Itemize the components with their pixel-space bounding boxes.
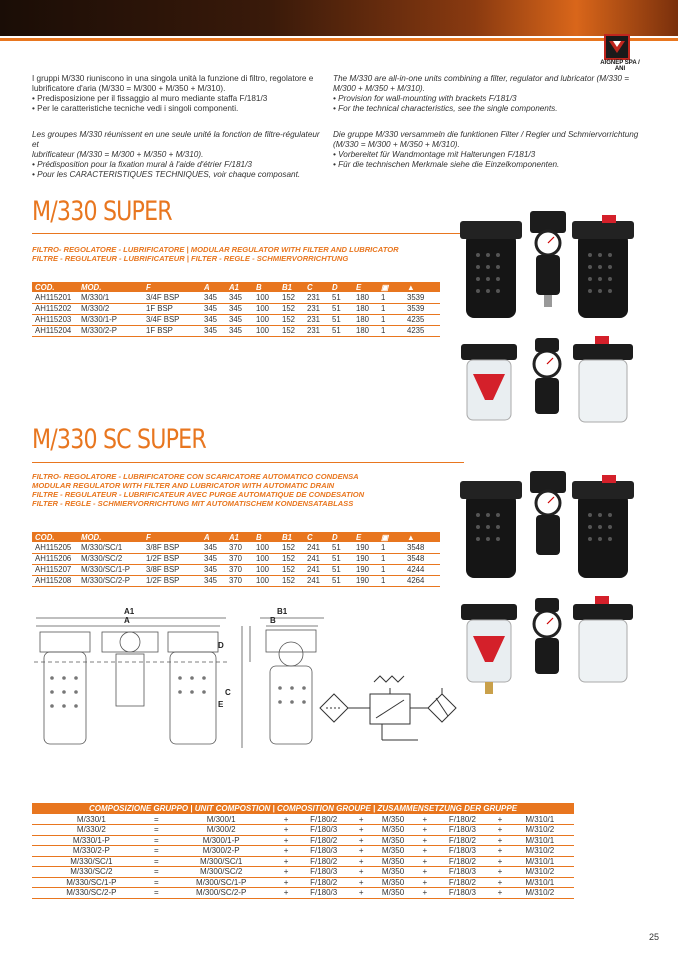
- col-header: F: [143, 532, 201, 542]
- table-cell: 345: [226, 325, 253, 336]
- intro-english: [333, 74, 645, 114]
- table-cell: 180: [353, 314, 378, 325]
- table-cell: +: [419, 888, 430, 899]
- product-photo-clear-bowls: [455, 330, 640, 430]
- intro-line: • Predisposizione per il fissaggio al muro mediante staffa F/181/3: [32, 94, 268, 103]
- table-cell: 1: [378, 542, 404, 553]
- table-cell: 152: [279, 292, 304, 303]
- table-cell: +: [495, 856, 506, 867]
- table-cell: F/180/3: [292, 825, 356, 836]
- intro-german: [333, 130, 645, 170]
- table-cell: +: [419, 835, 430, 846]
- composition-table: [32, 803, 574, 899]
- table-cell: 231: [304, 303, 329, 314]
- table-cell: 1: [378, 564, 404, 575]
- spec-table-sc-super: [32, 532, 440, 587]
- table-cell: 4235: [404, 325, 440, 336]
- table-cell: 1/2F BSP: [143, 575, 201, 586]
- table-row: [32, 835, 574, 846]
- table-row: [32, 553, 440, 564]
- table-cell: 3/8F BSP: [143, 564, 201, 575]
- section-subtitle: [32, 472, 364, 508]
- section-subtitle: [32, 245, 399, 263]
- dim-label: B1: [277, 607, 288, 616]
- table-cell: AH115201: [32, 292, 78, 303]
- table-cell: AH115204: [32, 325, 78, 336]
- table-cell: M/330/SC/2: [78, 553, 143, 564]
- table-cell: M/350: [367, 888, 420, 899]
- table-cell: AH115203: [32, 314, 78, 325]
- table-cell: M/310/2: [506, 867, 574, 878]
- table-cell: +: [356, 825, 367, 836]
- table-cell: 1: [378, 575, 404, 586]
- table-header-row: [32, 803, 574, 814]
- table-cell: M/330/SC/1-P: [32, 877, 151, 888]
- table-cell: 152: [279, 325, 304, 336]
- table-row: [32, 846, 574, 857]
- table-cell: 345: [201, 553, 226, 564]
- table-cell: M/350: [367, 867, 420, 878]
- intro-line: • Per le caratteristiche tecniche vedi i singoli componenti.: [32, 104, 239, 113]
- table-cell: M/330/1-P: [32, 835, 151, 846]
- table-row: [32, 542, 440, 553]
- table-cell: M/350: [367, 856, 420, 867]
- col-header: C: [304, 282, 329, 292]
- table-row: [32, 814, 574, 825]
- table-cell: 1: [378, 553, 404, 564]
- intro-line: Les groupes M/330 réunissent en une seule unité la fonction de filtre-régulateur et: [32, 130, 320, 149]
- section-rule: [32, 462, 464, 463]
- table-row: [32, 877, 574, 888]
- col-header: MOD.: [78, 532, 143, 542]
- table-cell: M/330/SC/2-P: [32, 888, 151, 899]
- page-number: 25: [649, 932, 660, 942]
- table-cell: M/330/1: [32, 814, 151, 825]
- table-cell: 180: [353, 292, 378, 303]
- table-row: [32, 303, 440, 314]
- col-header: A: [201, 282, 226, 292]
- intro-line: M/300 + M/350 + M/310).: [333, 84, 425, 93]
- intro-line: (M/330 = M/300 + M/350 + M/310).: [333, 140, 460, 149]
- col-header: C: [304, 532, 329, 542]
- table-cell: 231: [304, 325, 329, 336]
- pneumatic-symbol: [318, 668, 468, 758]
- table-cell: 3539: [404, 292, 440, 303]
- table-cell: 180: [353, 325, 378, 336]
- table-cell: =: [151, 814, 162, 825]
- table-cell: 152: [279, 575, 304, 586]
- table-cell: 51: [329, 553, 353, 564]
- table-cell: M/310/2: [506, 825, 574, 836]
- dim-label: A: [124, 616, 130, 625]
- table-cell: M/330/SC/1: [32, 856, 151, 867]
- table-cell: +: [281, 856, 292, 867]
- intro-line: • For the technical characteristics, see the single components.: [333, 104, 558, 113]
- dim-label: B: [270, 616, 276, 625]
- table-cell: 152: [279, 564, 304, 575]
- table-cell: M/330/SC/1: [78, 542, 143, 553]
- col-header: B: [253, 282, 279, 292]
- table-cell: M/350: [367, 835, 420, 846]
- table-cell: +: [281, 877, 292, 888]
- table-cell: M/330/SC/1-P: [78, 564, 143, 575]
- table-cell: M/300/1: [162, 814, 281, 825]
- table-cell: M/310/1: [506, 814, 574, 825]
- table-cell: +: [495, 814, 506, 825]
- table-cell: M/300/2: [162, 825, 281, 836]
- table-cell: 51: [329, 303, 353, 314]
- table-cell: F/180/2: [292, 835, 356, 846]
- subtitle-line: FILTRO- REGOLATORE - LUBRIFICATORE CON SCARICATORE AUTOMATICO CONDENSA: [32, 472, 359, 481]
- col-header: E: [353, 532, 378, 542]
- table-cell: 190: [353, 575, 378, 586]
- table-cell: +: [495, 825, 506, 836]
- table-cell: M/300/SC/2: [162, 867, 281, 878]
- section-rule: [32, 233, 464, 234]
- intro-french: [32, 130, 328, 180]
- package-icon: ▣: [378, 532, 404, 542]
- col-header: F: [143, 282, 201, 292]
- col-header: A1: [226, 282, 253, 292]
- table-cell: M/300/1-P: [162, 835, 281, 846]
- table-cell: 231: [304, 292, 329, 303]
- table-cell: 152: [279, 542, 304, 553]
- table-cell: +: [281, 846, 292, 857]
- table-cell: M/330/1-P: [78, 314, 143, 325]
- intro-line: • Vorbereitet für Wandmontage mit Halterungen F/181/3: [333, 150, 536, 159]
- subtitle-line: FILTRE - REGULATEUR - LUBRIFICATEUR | FILTER - REGLE - SCHMIERVORRICHTUNG: [32, 254, 349, 263]
- table-cell: 1F BSP: [143, 303, 201, 314]
- table-cell: =: [151, 835, 162, 846]
- table-cell: 1: [378, 303, 404, 314]
- table-cell: 3539: [404, 303, 440, 314]
- table-cell: 1: [378, 292, 404, 303]
- dim-label: E: [218, 700, 224, 709]
- table-cell: M/330/SC/2-P: [78, 575, 143, 586]
- table-cell: +: [419, 877, 430, 888]
- table-cell: +: [419, 814, 430, 825]
- table-cell: +: [419, 867, 430, 878]
- table-cell: 51: [329, 542, 353, 553]
- table-cell: 370: [226, 542, 253, 553]
- table-cell: 345: [226, 292, 253, 303]
- col-header: D: [329, 282, 353, 292]
- col-header: COD.: [32, 282, 78, 292]
- table-cell: =: [151, 877, 162, 888]
- header-rule: [0, 38, 678, 41]
- table-cell: +: [281, 825, 292, 836]
- dim-label: D: [218, 641, 224, 650]
- table-cell: 3/4F BSP: [143, 314, 201, 325]
- table-cell: +: [356, 846, 367, 857]
- table-cell: +: [495, 888, 506, 899]
- table-cell: 152: [279, 303, 304, 314]
- table-cell: F/180/3: [292, 888, 356, 899]
- table-cell: =: [151, 856, 162, 867]
- table-cell: 100: [253, 314, 279, 325]
- table-cell: 100: [253, 564, 279, 575]
- table-cell: 100: [253, 325, 279, 336]
- table-cell: 345: [201, 575, 226, 586]
- table-cell: 241: [304, 575, 329, 586]
- composition-header: COMPOSIZIONE GRUPPO | UNIT COMPOSTION | COMPOSITION GROUPE | ZUSAMMENSETZUNG DER GRUPPE: [32, 803, 574, 814]
- table-row: [32, 575, 440, 586]
- table-cell: +: [495, 877, 506, 888]
- intro-line: lubrificatore d'aria (M/330 = M/300 + M/350 + M/310).: [32, 84, 226, 93]
- table-cell: =: [151, 867, 162, 878]
- table-cell: F/180/3: [292, 867, 356, 878]
- intro-line: The M/330 are all-in-one units combining a filter, regulator and lubricator (M/330 =: [333, 74, 630, 83]
- table-cell: M/310/2: [506, 846, 574, 857]
- col-header: MOD.: [78, 282, 143, 292]
- table-row: [32, 564, 440, 575]
- section-title: M/330 SC SUPER: [32, 424, 206, 455]
- table-header-row: [32, 532, 440, 542]
- weight-icon: ▲: [404, 532, 440, 542]
- table-cell: 1F BSP: [143, 325, 201, 336]
- table-row: [32, 856, 574, 867]
- table-cell: 100: [253, 575, 279, 586]
- table-cell: F/180/3: [430, 825, 494, 836]
- table-cell: +: [281, 835, 292, 846]
- table-cell: 1: [378, 325, 404, 336]
- table-cell: 180: [353, 303, 378, 314]
- table-cell: F/180/2: [292, 856, 356, 867]
- table-cell: +: [419, 856, 430, 867]
- table-cell: M/300/2-P: [162, 846, 281, 857]
- table-cell: AH115202: [32, 303, 78, 314]
- table-row: [32, 825, 574, 836]
- table-cell: =: [151, 825, 162, 836]
- table-cell: +: [356, 877, 367, 888]
- table-cell: F/180/3: [430, 888, 494, 899]
- intro-line: Die gruppe M/330 versammeln die funktionen Filter / Regler und Schmiervorrichtung: [333, 130, 639, 139]
- table-cell: M/330/2: [78, 303, 143, 314]
- table-cell: AH115206: [32, 553, 78, 564]
- table-cell: M/300/SC/1: [162, 856, 281, 867]
- table-row: [32, 888, 574, 899]
- table-cell: +: [356, 814, 367, 825]
- table-cell: AH115208: [32, 575, 78, 586]
- table-cell: 4235: [404, 314, 440, 325]
- table-cell: AH115207: [32, 564, 78, 575]
- table-row: [32, 292, 440, 303]
- subtitle-line: FILTRO- REGOLATORE - LUBRIFICATORE | MODULAR REGULATOR WITH FILTER AND LUBRICATOR: [32, 245, 399, 254]
- table-cell: F/180/2: [430, 814, 494, 825]
- table-cell: M/350: [367, 877, 420, 888]
- weight-icon: ▲: [404, 282, 440, 292]
- table-cell: +: [281, 867, 292, 878]
- subtitle-line: FILTRE - REGULATEUR - LUBRIFICATEUR AVEC PURGE AUTOMATIQUE DE CONDESATION: [32, 490, 365, 499]
- table-cell: 1: [378, 314, 404, 325]
- table-cell: 345: [201, 303, 226, 314]
- table-cell: 3/4F BSP: [143, 292, 201, 303]
- table-cell: M/300/SC/2-P: [162, 888, 281, 899]
- table-cell: 1/2F BSP: [143, 553, 201, 564]
- intro-line: I gruppi M/330 riuniscono in una singola unità la funzione di filtro, regolatore e: [32, 74, 314, 83]
- table-cell: F/180/3: [430, 846, 494, 857]
- table-cell: =: [151, 888, 162, 899]
- col-header: E: [353, 282, 378, 292]
- table-cell: 3548: [404, 553, 440, 564]
- table-cell: +: [495, 846, 506, 857]
- table-cell: M/350: [367, 846, 420, 857]
- table-cell: 345: [201, 325, 226, 336]
- col-header: D: [329, 532, 353, 542]
- table-cell: +: [281, 888, 292, 899]
- table-cell: 51: [329, 292, 353, 303]
- table-cell: +: [281, 814, 292, 825]
- brand-logo: [604, 34, 630, 60]
- intro-italian: [32, 74, 328, 114]
- table-cell: F/180/3: [430, 867, 494, 878]
- table-cell: M/350: [367, 825, 420, 836]
- table-cell: M/310/1: [506, 835, 574, 846]
- table-cell: F/180/3: [292, 846, 356, 857]
- table-cell: +: [356, 856, 367, 867]
- header-banner: [0, 0, 678, 36]
- table-cell: F/180/2: [430, 877, 494, 888]
- intro-line: • Pour les CARACTERISTIQUES TECHNIQUES, voir chaque composant.: [32, 170, 301, 179]
- table-cell: F/180/2: [430, 856, 494, 867]
- table-cell: 51: [329, 575, 353, 586]
- table-cell: M/330/2: [32, 825, 151, 836]
- table-cell: 51: [329, 564, 353, 575]
- package-icon: ▣: [378, 282, 404, 292]
- table-cell: 3/8F BSP: [143, 542, 201, 553]
- table-cell: M/330/1: [78, 292, 143, 303]
- table-cell: M/300/SC/1-P: [162, 877, 281, 888]
- table-cell: M/350: [367, 814, 420, 825]
- table-cell: 345: [226, 314, 253, 325]
- col-header: A1: [226, 532, 253, 542]
- brand-logo-text: AIGNEP SPA / ANI: [600, 60, 640, 72]
- table-cell: 100: [253, 292, 279, 303]
- col-header: COD.: [32, 532, 78, 542]
- table-cell: 231: [304, 314, 329, 325]
- table-header-row: [32, 282, 440, 292]
- table-cell: 152: [279, 314, 304, 325]
- table-row: [32, 867, 574, 878]
- intro-line: • Prédisposition pour la fixation mural à l'aide d'étrier F/181/3: [32, 160, 252, 169]
- table-cell: =: [151, 846, 162, 857]
- table-cell: 190: [353, 564, 378, 575]
- table-cell: AH115205: [32, 542, 78, 553]
- table-cell: 3548: [404, 542, 440, 553]
- col-header: B1: [279, 282, 304, 292]
- table-cell: 4244: [404, 564, 440, 575]
- table-cell: M/310/1: [506, 877, 574, 888]
- table-cell: F/180/2: [430, 835, 494, 846]
- table-cell: 345: [201, 542, 226, 553]
- table-cell: M/330/2-P: [78, 325, 143, 336]
- col-header: A: [201, 532, 226, 542]
- table-cell: F/180/2: [292, 877, 356, 888]
- table-cell: +: [356, 867, 367, 878]
- table-cell: 241: [304, 553, 329, 564]
- table-cell: +: [419, 825, 430, 836]
- subtitle-line: MODULAR REGULATOR WITH FILTER AND LUBRICATOR WITH AUTOMATIC DRAIN: [32, 481, 335, 490]
- intro-line: • Für die technischen Merkmale siehe die Einzelkomponenten.: [333, 160, 560, 169]
- table-cell: 241: [304, 542, 329, 553]
- table-cell: 345: [201, 314, 226, 325]
- table-cell: 190: [353, 542, 378, 553]
- table-cell: 370: [226, 564, 253, 575]
- table-cell: 345: [226, 303, 253, 314]
- product-photo-sc-clear-bowls: [455, 590, 640, 700]
- table-cell: M/310/2: [506, 888, 574, 899]
- technical-drawing: [30, 608, 330, 758]
- table-cell: +: [356, 835, 367, 846]
- table-cell: 100: [253, 303, 279, 314]
- intro-line: lubrificateur (M/330 = M/300 + M/350 + M/310).: [32, 150, 204, 159]
- table-cell: +: [356, 888, 367, 899]
- table-cell: M/310/1: [506, 856, 574, 867]
- table-cell: F/180/2: [292, 814, 356, 825]
- table-cell: 100: [253, 542, 279, 553]
- table-cell: +: [495, 835, 506, 846]
- subtitle-line: FILTER - REGLE - SCHMIERVORRICHTUNG MIT AUTOMATISCHEM KONDENSATABLASS: [32, 499, 354, 508]
- product-photo-sc-black-covers: [458, 465, 638, 595]
- col-header: B1: [279, 532, 304, 542]
- product-photo-black-covers: [458, 205, 638, 335]
- table-cell: 345: [201, 292, 226, 303]
- col-header: B: [253, 532, 279, 542]
- table-cell: M/330/SC/2: [32, 867, 151, 878]
- table-cell: 370: [226, 575, 253, 586]
- table-cell: 51: [329, 314, 353, 325]
- table-cell: +: [495, 867, 506, 878]
- spec-table-super: [32, 282, 440, 337]
- table-row: [32, 325, 440, 336]
- table-cell: 190: [353, 553, 378, 564]
- dim-label: C: [225, 688, 231, 697]
- table-cell: 51: [329, 325, 353, 336]
- section-title: M/330 SUPER: [32, 196, 172, 227]
- table-cell: 345: [201, 564, 226, 575]
- intro-line: • Provision for wall-mounting with brackets F/181/3: [333, 94, 517, 103]
- table-cell: 4264: [404, 575, 440, 586]
- table-cell: +: [419, 846, 430, 857]
- table-cell: 241: [304, 564, 329, 575]
- table-cell: 370: [226, 553, 253, 564]
- table-cell: 100: [253, 553, 279, 564]
- table-row: [32, 314, 440, 325]
- dim-label: A1: [124, 607, 135, 616]
- table-cell: M/330/2-P: [32, 846, 151, 857]
- table-cell: 152: [279, 553, 304, 564]
